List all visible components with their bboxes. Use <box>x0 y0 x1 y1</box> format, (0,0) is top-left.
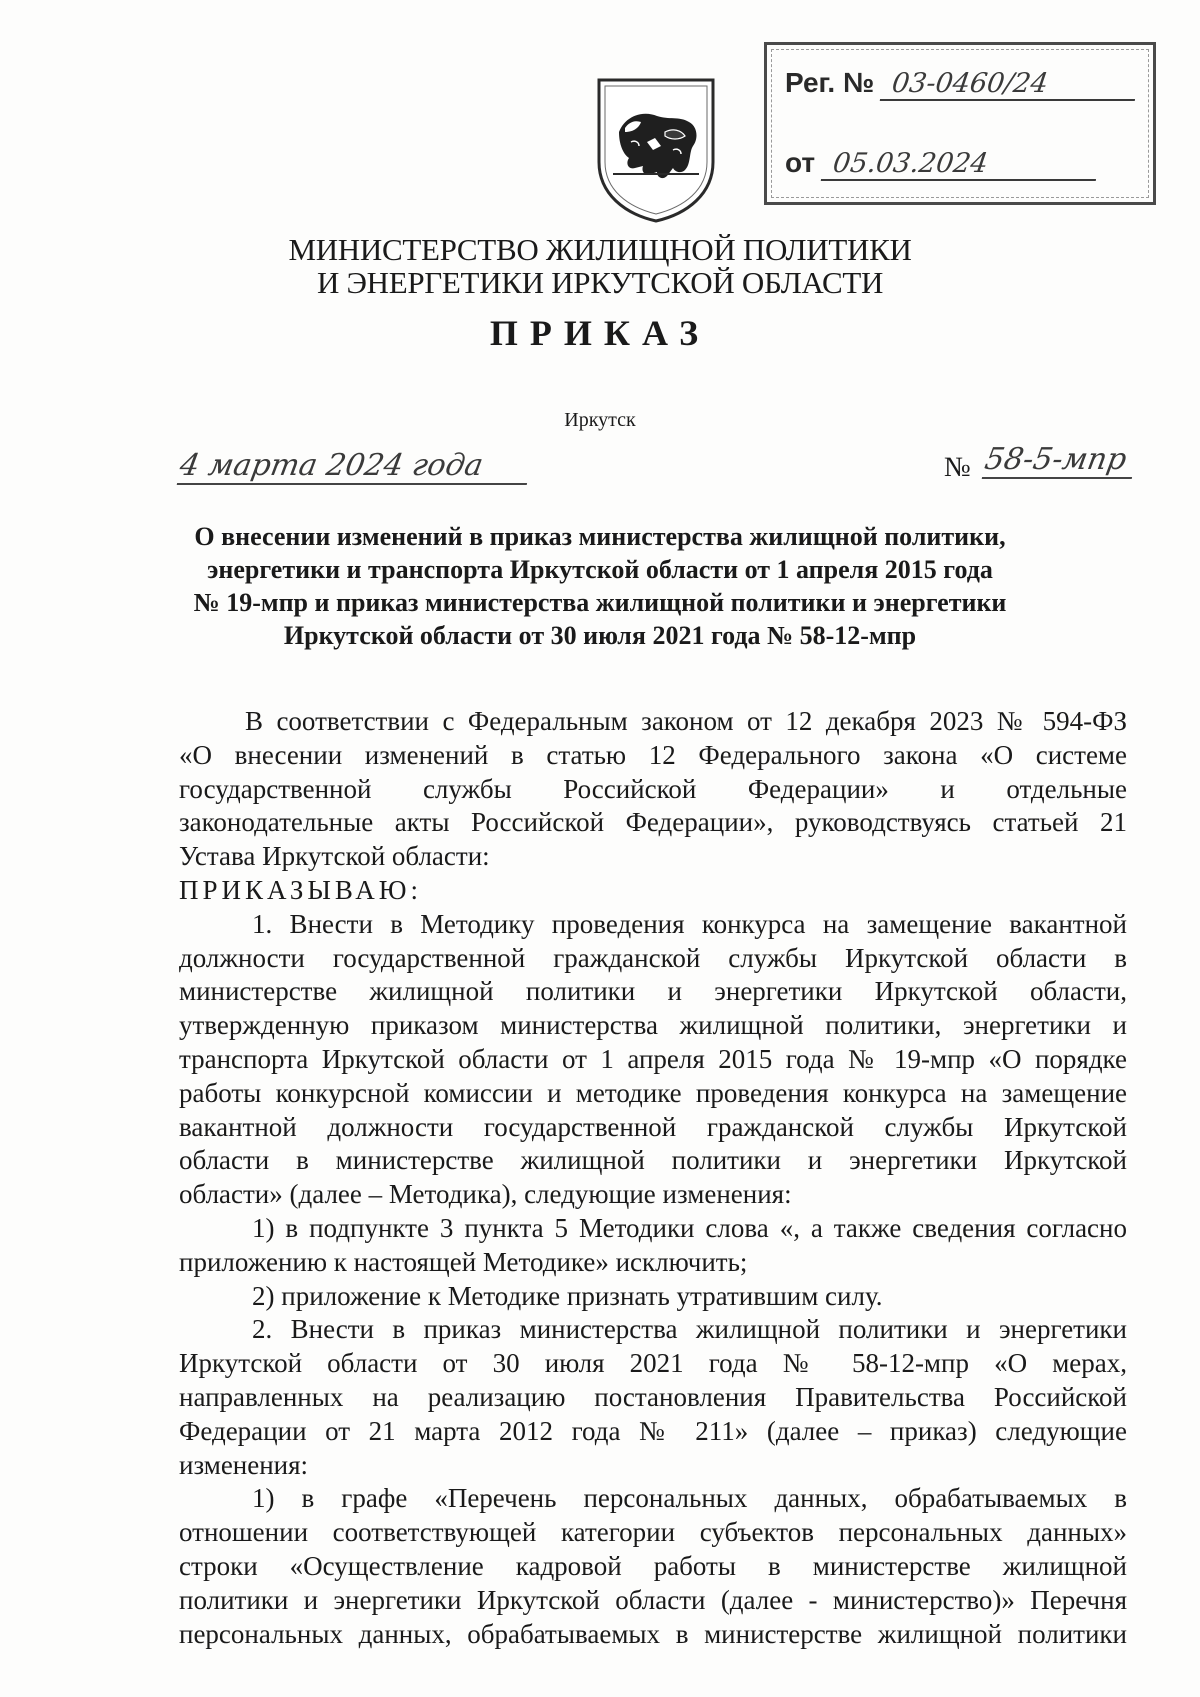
item-2-paragraph <box>179 1313 1127 1482</box>
text-line: Иркутской области от 30 июля 2021 года № 58-12-мпр «О мерах, <box>179 1348 1127 1379</box>
text-line: должности государственной гражданской службы Иркутской области в <box>179 942 1127 973</box>
order-number-handwritten: 58-5-мпр <box>982 442 1139 479</box>
title-line: Иркутской области от 30 июля 2021 года № 58-12-мпр <box>283 621 917 650</box>
text-line: строки «Осуществление кадровой работы в министерстве жилищной <box>179 1550 1127 1581</box>
title-line: О внесении изменений в приказ министерства жилищной политики, <box>194 522 1006 551</box>
text-line: Федерации от 21 марта 2012 года № 211» (далее – приказ) следующие <box>179 1415 1127 1446</box>
text-line: области в министерстве жилищной политики и энергетики Иркутской <box>179 1145 1127 1176</box>
text-line: утвержденную приказом министерства жилищной политики, энергетики и <box>179 1010 1127 1041</box>
item-1-paragraph <box>179 908 1127 1212</box>
order-number-label: № <box>944 452 971 483</box>
title-line: энергетики и транспорта Иркутской области от 1 апреля 2015 года <box>207 555 993 584</box>
text-line: 2) приложение к Методике признать утратившим силу. <box>252 1280 883 1311</box>
text-line: работы конкурсной комиссии и методике проведения конкурса на замещение <box>179 1077 1127 1108</box>
stamp-reg-value: 03-0460/24 <box>880 69 1139 101</box>
text-line: 1) в подпункте 3 пункта 5 Методики слова «, а также сведения согласно <box>252 1212 1127 1243</box>
stamp-reg-label: Рег. № <box>785 67 875 98</box>
preamble-paragraph <box>179 705 1127 874</box>
order-date-handwritten: 4 марта 2024 года <box>177 448 534 485</box>
ministry-name-line-1: МИНИСТЕРСТВО ЖИЛИЩНОЙ ПОЛИТИКИ <box>288 232 912 267</box>
stamp-date-row <box>785 147 1098 181</box>
text-line: транспорта Иркутской области от 1 апреля 2015 года № 19-мпр «О порядке <box>179 1043 1127 1074</box>
text-line: 2. Внести в приказ министерства жилищной политики и энергетики <box>252 1314 1127 1345</box>
text-line: государственной службы Российской Федерации» и отдельные <box>179 773 1127 804</box>
text-line: 1) в графе «Перечень персональных данных, обрабатываемых в <box>252 1483 1127 1514</box>
order-title <box>150 520 1050 652</box>
text-line: политики и энергетики Иркутской области (далее - министерство)» Перечня <box>179 1584 1127 1615</box>
city-name: Иркутск <box>564 409 636 431</box>
order-body <box>179 705 1127 1651</box>
text-line: вакантной должности государственной гражданской службы Иркутской <box>179 1111 1127 1142</box>
registration-stamp <box>764 42 1156 205</box>
irkutsk-coat-of-arms-icon <box>595 76 717 224</box>
ministry-name-line-2: И ЭНЕРГЕТИКИ ИРКУТСКОЙ ОБЛАСТИ <box>316 265 884 300</box>
item-1-sub-1-paragraph <box>179 1212 1127 1280</box>
order-verb: ПРИКАЗЫВАЮ: <box>179 874 422 905</box>
text-line: министерстве жилищной политики и энергетики Иркутской области, <box>179 976 1127 1007</box>
text-line: приложению к настоящей Методике» исключить; <box>179 1246 748 1277</box>
text-line: законодательные акты Российской Федерации», руководствуясь статьей 21 <box>179 807 1127 838</box>
text-line: персональных данных, обрабатываемых в министерстве жилищной политики <box>179 1618 1127 1649</box>
text-line: Устава Иркутской области: <box>179 841 490 872</box>
text-line: «О внесении изменений в статью 12 Федерального закона «О системе <box>179 739 1127 770</box>
text-line: изменения: <box>179 1449 309 1480</box>
text-line: 1. Внести в Методику проведения конкурса на замещение вакантной <box>252 908 1127 939</box>
text-line: В соответствии с Федеральным законом от 12 декабря 2023 № 594-ФЗ <box>245 706 1127 736</box>
item-1-sub-2-paragraph <box>179 1280 1127 1314</box>
title-line: № 19-мпр и приказ министерства жилищной политики и энергетики <box>193 588 1007 617</box>
stamp-date-value: 05.03.2024 <box>821 149 1100 181</box>
document-type-heading: ПРИКАЗ <box>489 313 711 353</box>
stamp-date-label: от <box>785 147 816 178</box>
text-line: направленных на реализацию постановления Правительства Российской <box>179 1381 1127 1412</box>
item-2-sub-1-paragraph <box>179 1482 1127 1651</box>
text-line: области» (далее – Методика), следующие изменения: <box>179 1179 792 1210</box>
text-line: отношении соответствующей категории субъектов персональных данных» <box>179 1517 1127 1548</box>
stamp-reg-row <box>785 67 1137 101</box>
